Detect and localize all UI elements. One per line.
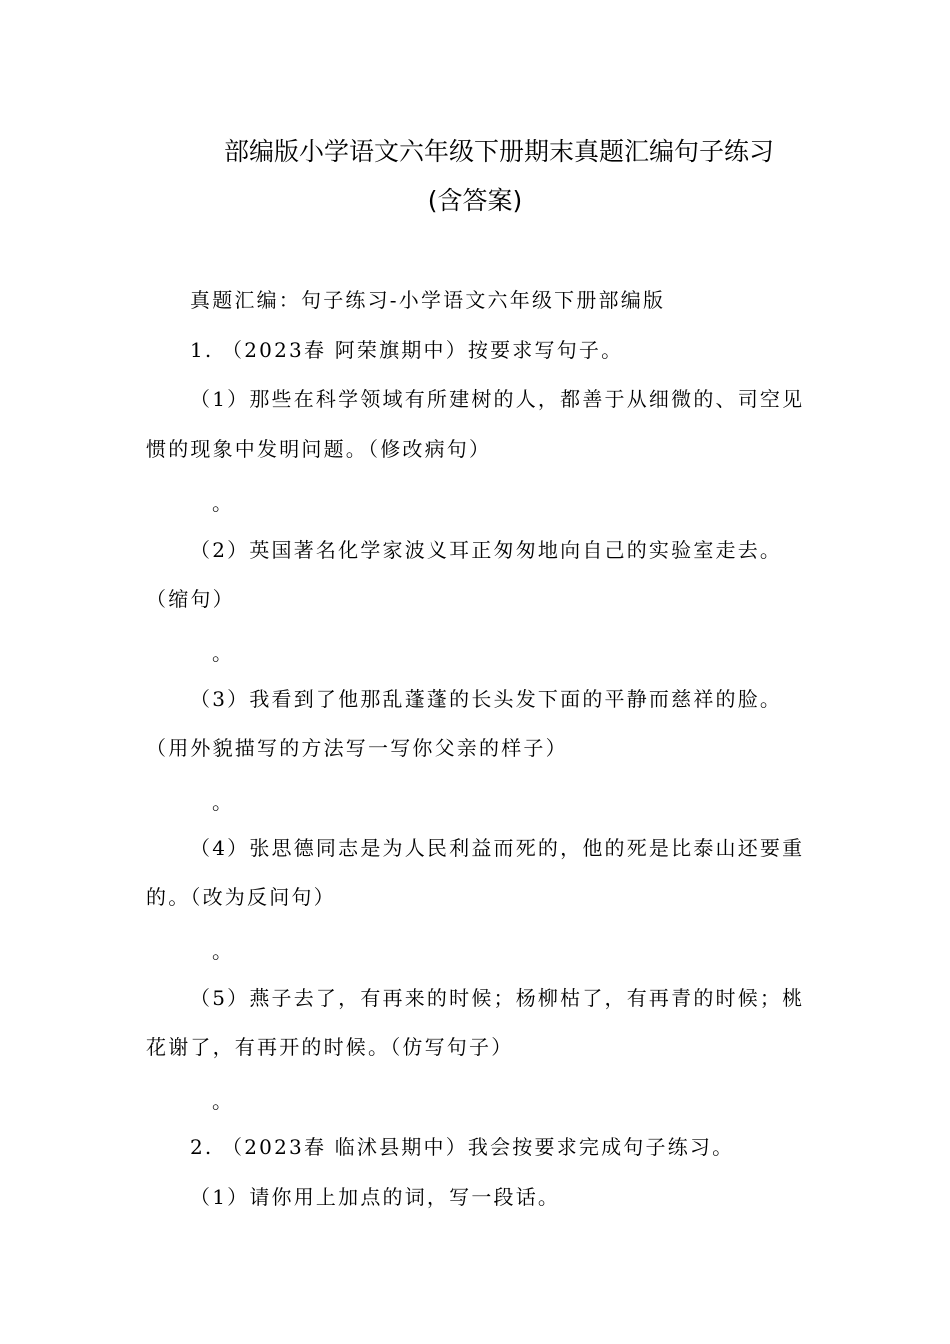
- q1-item4-line2: 的。（改为反问句）: [146, 885, 336, 909]
- q1-item2-answer-blank: 。: [212, 641, 232, 665]
- document-title-line1: 部编版小学语文六年级下册期末真题汇编句子练习: [223, 137, 774, 166]
- q1-item5-line1: （5）燕子去了，有再来的时候；杨柳枯了，有再青的时候；桃: [190, 986, 805, 1010]
- q2-item1-line1: （1）请你用上加点的词，写一段话。: [190, 1185, 561, 1209]
- q1-item3-line2: （用外貌描写的方法写一写你父亲的样子）: [146, 736, 568, 760]
- question-2-header: 2. （2023春 临沭县期中）我会按要求完成句子练习。: [190, 1135, 735, 1159]
- document-title-line2: (含答案): [427, 186, 523, 215]
- q1-item4-answer-blank: 。: [212, 939, 232, 963]
- q1-item1-line1: （1）那些在科学领域有所建树的人，都善于从细微的、司空见: [190, 387, 805, 411]
- q1-item2-line2: （缩句）: [146, 587, 235, 611]
- q1-item3-line1: （3）我看到了他那乱蓬蓬的长头发下面的平静而慈祥的脸。: [190, 687, 783, 711]
- q1-item1-answer-blank: 。: [212, 491, 232, 515]
- question-1-header: 1. （2023春 阿荣旗期中）按要求写句子。: [190, 338, 624, 362]
- intro-text: 真题汇编：句子练习-小学语文六年级下册部编版: [190, 288, 666, 312]
- q1-item2-line1: （2）英国著名化学家波义耳正匆匆地向自己的实验室走去。: [190, 538, 783, 562]
- q1-item5-line2: 花谢了，有再开的时候。（仿写句子）: [146, 1035, 514, 1059]
- q1-item4-line1: （4）张思德同志是为人民利益而死的，他的死是比泰山还要重: [190, 836, 805, 860]
- q1-item3-answer-blank: 。: [212, 790, 232, 814]
- q1-item5-answer-blank: 。: [212, 1089, 232, 1113]
- q1-item1-line2: 惯的现象中发明问题。（修改病句）: [146, 437, 492, 461]
